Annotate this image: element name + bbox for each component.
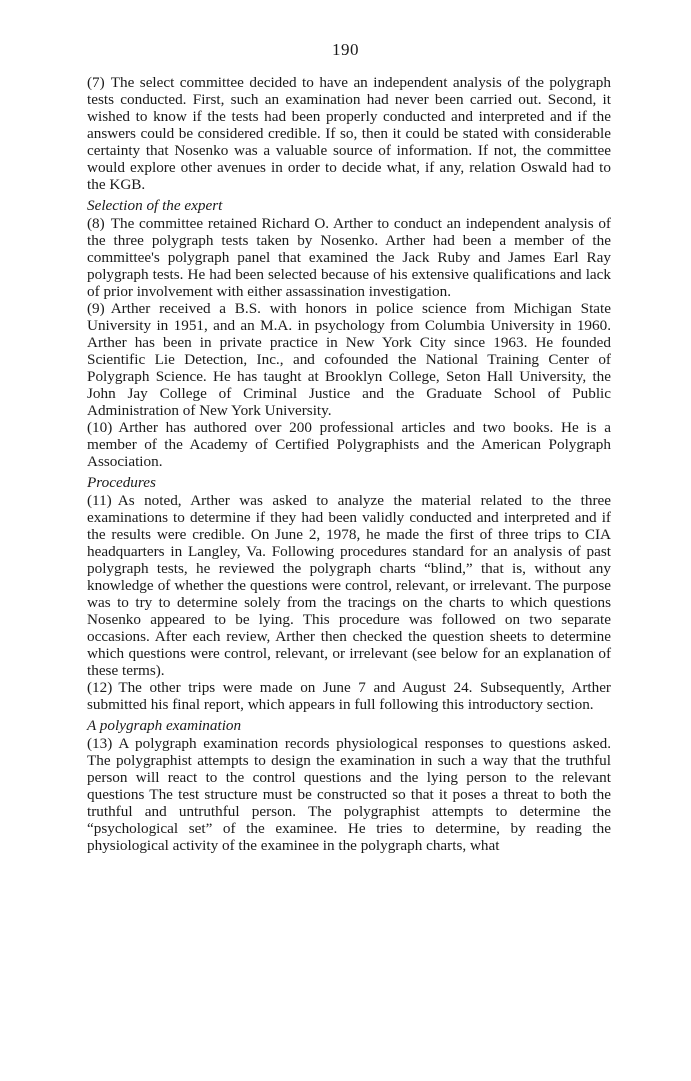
page-body [87,74,611,854]
paragraph-number: (10) [87,419,113,436]
paragraph-12 [87,679,611,713]
paragraph-number: (8) [87,215,105,232]
paragraph-13 [87,735,611,854]
paragraph-11 [87,492,611,679]
paragraph-text: As noted, Arther was asked to analyze the material related to the three examinations to determine if they had been validly conducted and interpreted and if the results were credible. On June 2, 1978, he made the first of three trips to CIA headquarters in Langley, Va. Following procedures standard for an analysis of past polygraph tests, he reviewed the polygraph charts “blind,” that is, without any knowledge of whether the questions were control, relevant, or irrelevant. The purpose was to try to determine solely from the tracings on the charts to which questions Nosenko appeared to be lying. This procedure was followed on two separate occasions. After each review, Arther then checked the question sheets to determine which questions were control, relevant, or irrelevant (see below for an explanation of these terms). [87,492,611,679]
paragraph-text: The committee retained Richard O. Arther to conduct an independent analysis of the three polygraph tests taken by Nosenko. Arther had been a member of the committee's polygraph panel that examined the Jack Ruby and James Earl Ray polygraph tests. He had been selected because of his extensive qualifications and lack of prior involvement with either assassination investigation. [87,215,611,300]
paragraph-text: The other trips were made on June 7 and August 24. Subsequently, Arther submitted his final report, which appears in full following this introductory section. [87,679,611,713]
paragraph-number: (12) [87,679,113,696]
paragraph-text: Arther received a B.S. with honors in police science from Michigan State University in 1951, and an M.A. in psychology from Columbia University in 1960. Arther has been in private practice in New York City since 1963. He founded Scientific Lie Detection, Inc., and cofounded the National Training Center of Polygraph Science. He has taught at Brooklyn College, Seton Hall University, the John Jay College of Criminal Justice and the Graduate School of Public Administration of New York University. [87,300,611,419]
paragraph-number: (9) [87,300,105,317]
paragraph-8 [87,215,611,300]
paragraph-10 [87,419,611,470]
paragraph-number: (7) [87,74,105,91]
section-heading-procedures: Procedures [87,474,156,491]
paragraph-number: (13) [87,735,113,752]
paragraph-9 [87,300,611,419]
paragraph-number: (11) [87,492,112,509]
section-heading-polygraph-examination: A polygraph examination [87,717,242,734]
paragraph-7 [87,74,611,193]
section-heading-selection-of-expert: Selection of the expert [87,197,223,214]
paragraph-text: Arther has authored over 200 professional articles and two books. He is a member of the Academy of Certified Polygraphists and the American Polygraph Association. [87,419,611,470]
paragraph-text: The select committee decided to have an independent analysis of the polygraph tests conducted. First, such an examination had never been carried out. Second, it wished to know if the tests had been properly conducted and interpreted and if the answers could be considered credible. If so, then it could be stated with considerable certainty that Nosenko was a valuable source of information. If not, the committee would explore other avenues in order to decide what, if any, relation Oswald had to the KGB. [87,74,611,193]
paragraph-text: A polygraph examination records physiological responses to questions asked. The polygraphist attempts to design the examination in such a way that the truthful person will react to the control questions and the lying person to the relevant questions The test structure must be constructed so that it poses a threat to both the truthful and untruthful person. The polygraphist attempts to determine the “psychological set” of the examinee. He tries to determine, by reading the physiological activity of the examinee in the polygraph charts, what [87,735,611,854]
page-number: 190 [332,40,359,59]
